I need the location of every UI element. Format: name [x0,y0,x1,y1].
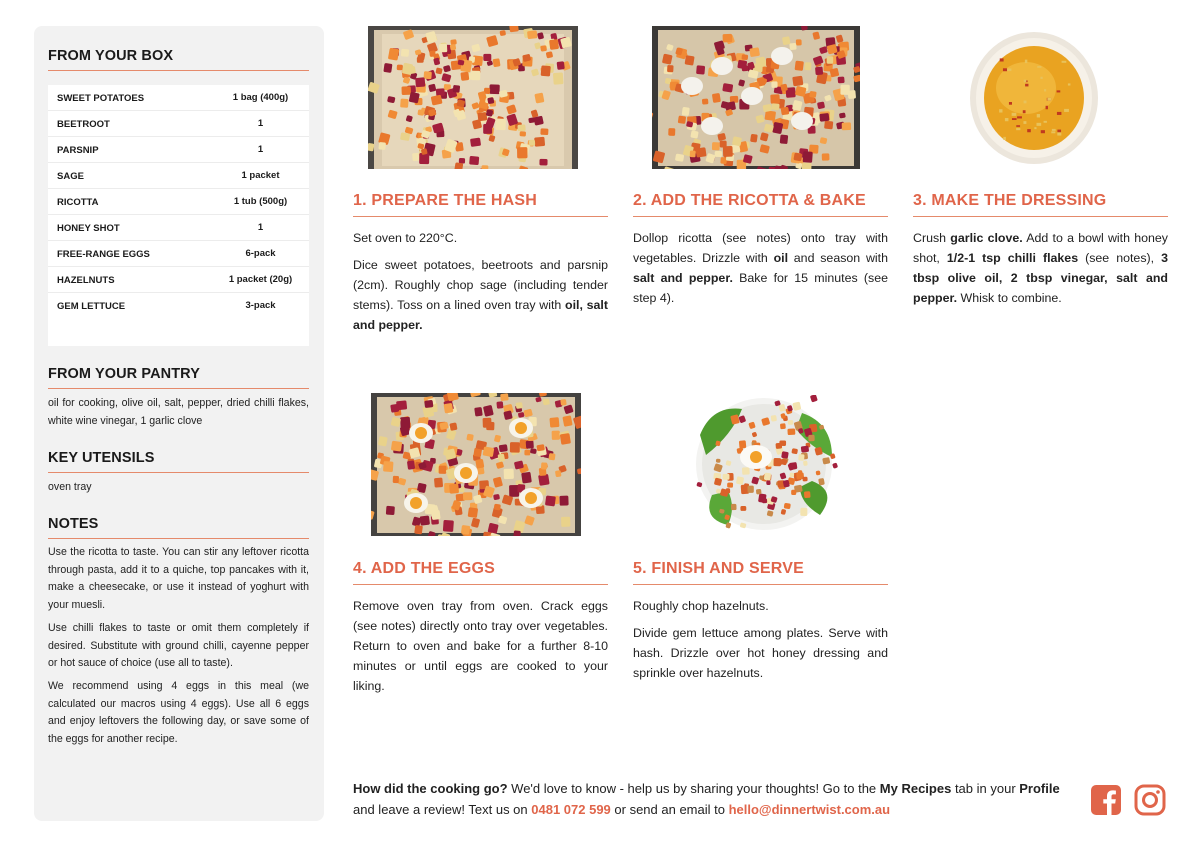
email-link[interactable]: hello@dinnertwist.com.au [728,802,891,817]
divider [48,472,309,473]
ingredient-name: PARSNIP [57,145,99,156]
bold-text: 3 tbsp olive oil, 2 tbsp vinegar, salt and pepper. [913,251,1168,305]
ingredients-table [48,85,309,346]
facebook-icon[interactable] [1090,784,1122,816]
table-row [48,163,309,189]
table-row [48,137,309,163]
bold-text: garlic clove. [950,231,1023,245]
step-1-body [353,228,608,342]
step-paragraph [633,623,888,683]
text: Roughly chop hazelnuts. [633,599,769,613]
divider [913,216,1168,217]
divider [48,70,309,71]
my-recipes-link[interactable]: My Recipes [879,781,952,796]
ingredient-name: SWEET POTATOES [57,93,145,104]
ingredient-name: BEETROOT [57,119,110,130]
divider [353,584,608,585]
step-paragraph [913,228,1168,308]
step-4-body [353,596,608,703]
divider [353,216,608,217]
step-2-body [633,228,888,315]
note-paragraph: Use chilli flakes to taste or omit them completely if desired. Substitute with ground chilli, cayenne pepper or hot sauce of choice (use all to taste). [48,622,309,669]
text: Crush [913,231,951,245]
ingredient-qty: 1 tub (500g) [233,196,288,207]
ingredient-qty: 1 bag (400g) [232,92,289,103]
ingredient-name: HONEY SHOT [57,223,120,234]
ingredient-name: RICOTTA [57,197,99,208]
ingredient-name: HAZELNUTS [57,275,115,286]
step-1-photo [368,26,578,169]
divider [633,216,888,217]
footer-text: tab in your [951,781,1020,796]
footer-text: and leave a review! Text us on [353,802,532,817]
ingredient-qty: 6-pack [245,248,276,259]
text: Add to a bowl with honey shot, [913,231,1168,265]
ingredient-qty: 1 [257,222,264,233]
pantry-heading: FROM YOUR PANTRY [48,366,200,382]
divider [48,538,309,539]
step-4-photo [371,393,581,536]
step-3-title: 3. MAKE THE DRESSING [913,192,1107,209]
phone-link[interactable]: 0481 072 599 [531,802,611,817]
footer-text: We'd love to know - help us by sharing your thoughts! Go to the [507,781,880,796]
text: Dollop ricotta (see notes) onto tray with vegetables. Drizzle with [633,231,888,265]
text: Bake for 15 minutes (see step 4). [633,271,888,305]
footer-text: or send an email to [610,802,729,817]
divider [633,584,888,585]
notes-heading: NOTES [48,516,99,532]
text: (see notes), [1078,251,1162,265]
pantry-text: oil for cooking, olive oil, salt, pepper, dried chilli flakes, white wine vinegar, 1 garlic clove [48,397,309,427]
divider [48,388,309,389]
step-paragraph [633,596,888,616]
table-row [48,241,309,267]
bold-text: salt and pepper. [633,271,733,285]
table-row [48,111,309,137]
ingredients-sidebar [34,26,324,821]
table-row [48,85,309,111]
ingredient-qty: 1 packet [241,170,280,181]
step-1-title: 1. PREPARE THE HASH [353,192,537,209]
ingredient-name: SAGE [57,171,84,182]
feedback-question: How did the cooking go? [353,781,508,796]
step-paragraph [353,596,608,696]
step-2-title: 2. ADD THE RICOTTA & BAKE [633,192,866,209]
utensils-text: oven tray [48,481,92,493]
instagram-icon[interactable] [1134,784,1166,816]
text: Remove oven tray from oven. Crack eggs (see notes) directly onto tray over vegetables. Return to oven and bake for a further 8-10 minutes or until eggs are cooked to your liking. [353,599,608,693]
step-paragraph [353,255,608,335]
ingredient-qty: 1 packet (20g) [228,274,293,285]
bold-text: oil [773,251,789,265]
table-row [48,189,309,215]
text: Dice sweet potatoes, beetroots and parsnip (2cm). Roughly chop sage (including tender stems). Toss on a lined oven tray with [353,258,608,312]
step-4-title: 4. ADD THE EGGS [353,560,495,577]
feedback-footer [353,778,1083,820]
step-5-body [633,596,888,690]
text: Set oven to 220°C. [353,231,458,245]
text: Whisk to combine. [957,291,1062,305]
text: and season with [788,251,888,265]
note-paragraph: Use the ricotta to taste. You can stir any leftover ricotta through pasta, add it to a quiche, top pancakes with it, make a cheesecake, or use it instead of yoghurt with your muesli. [48,546,309,611]
profile-link[interactable]: Profile [1019,781,1060,796]
step-5-photo [692,395,838,533]
step-paragraph [633,228,888,308]
step-3-body [913,228,1168,315]
bold-text: oil, salt and pepper. [353,298,608,332]
ingredient-qty: 1 [257,144,264,155]
utensils-heading: KEY UTENSILS [48,450,155,466]
ingredient-name: FREE-RANGE EGGS [57,249,150,260]
ingredient-qty: 3-pack [245,300,276,311]
bold-text: 1/2-1 tsp chilli flakes [946,251,1079,265]
from-box-heading: FROM YOUR BOX [48,48,174,64]
ingredient-qty: 1 [257,118,264,129]
table-row [48,293,309,319]
step-2-photo [652,26,860,169]
step-paragraph [353,228,608,248]
step-5-title: 5. FINISH AND SERVE [633,560,804,577]
step-3-photo [966,28,1102,168]
table-row [48,215,309,241]
text: Divide gem lettuce among plates. Serve with hash. Drizzle over hot honey dressing and sprinkle over hazelnuts. [633,626,888,680]
note-paragraph: We recommend using 4 eggs in this meal (we calculated our macros using 4 eggs). Use all 6 eggs and enjoy leftovers the following day, or save some of the eggs for another recipe. [48,680,309,745]
ingredient-name: GEM LETTUCE [57,301,126,312]
table-row [48,267,309,293]
